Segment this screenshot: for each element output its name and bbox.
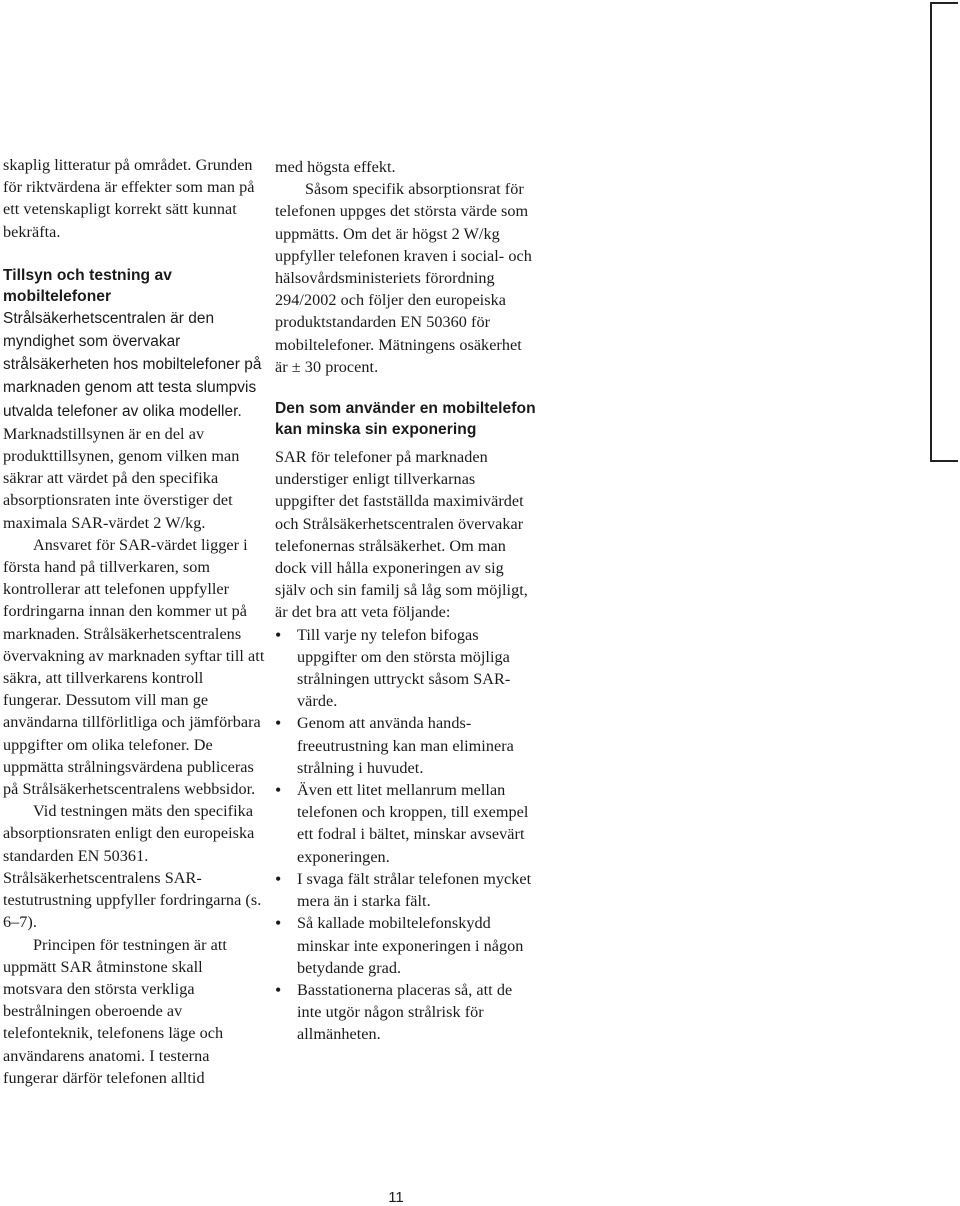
advice-list xyxy=(275,624,537,1046)
paragraph-ansvaret: Ansvaret för SAR-värdet ligger i första hand på tillverkaren, som kontrollerar att telefonen uppfyller fordringarna innan den kommer ut på marknaden. Strålsäkerhetscentralens övervakning av marknaden syftar till att säkra, att tillverkarens kontroll fungerar. Dessutom vill man ge användarna tillförlitliga och jämförbara uppgifter om olika telefoner. De uppmätta strålningsvärdena publiceras på Strålsäkerhetscentralens webbsidor. xyxy=(3,535,265,799)
right-column xyxy=(275,156,537,1046)
margin-bracket xyxy=(930,2,958,462)
paragraph-tillsyn-1-sans: Strålsäkerhetscentralen är den myndighet som övervakar strålsäkerheten hos mobiltelefoner på marknaden genom att testa slumpvis utvalda telefoner av olika modeller. xyxy=(3,309,262,420)
left-column xyxy=(3,154,265,1089)
list-item: • Till varje ny telefon bifogas uppgifter om den största möjliga strålningen uttryckt såsom SAR-värde. xyxy=(275,624,537,713)
paragraph-exponering: SAR för telefoner på marknaden understiger enligt tillverkarnas uppgifter det fastställda maximivärdet och Strålsäkerhetscentralen övervakar telefonernas strålsäkerhet. Om man dock vill hålla exponeringen av sig själv och sin familj så låg som möjligt, är det bra att veta följande: xyxy=(275,448,528,622)
list-item: • Även ett litet mellanrum mellan telefonen och kroppen, till exempel ett fodral i bältet, minskar avsevärt exponeringen. xyxy=(275,779,537,868)
intro-paragraph: skaplig litteratur på området. Grunden för riktvärdena är effekter som man på ett vetenskapligt korrekt sätt kunnat bekräfta. xyxy=(3,156,255,241)
list-item: • Basstationerna placeras så, att de inte utgör någon strålrisk för allmänheten. xyxy=(275,979,537,1046)
paragraph-tillsyn-1 xyxy=(3,307,265,534)
section-heading-tillsyn: Tillsyn och testning av mobiltelefoner xyxy=(3,266,172,305)
continued-text: med högsta effekt. xyxy=(275,158,396,176)
section-heading-exponering: Den som använder en mobiltelefon kan minska sin exponering xyxy=(275,400,536,439)
list-item: • I svaga fält strålar telefonen mycket mera än i starka fält. xyxy=(275,868,537,912)
paragraph-sar-value: Såsom specifik absorptionsrat för telefonen uppges det största värde som uppmätts. Om det är högst 2 W/kg uppfyller telefonen kraven i social- och hälsovårdsministeriets förordning 294/2002 och följer den europeiska produktstandarden EN 50360 för mobiltelefoner. Mätningens osäkerhet är ± 30 procent. xyxy=(275,180,532,376)
paragraph-tillsyn-1-serif: Marknadstillsynen är en del av produkttillsynen, genom vilken man säkrar att värdet på den specifika absorptionsraten inte överstiger det maximala SAR-värdet 2 W/kg. xyxy=(3,424,240,532)
page-number: 11 xyxy=(388,1189,404,1206)
paragraph-principen: Principen för testningen är att uppmätt SAR åtminstone skall motsvara den största verkliga bestrålningen oberoende av telefonteknik, telefonens läge och användarens anatomi. I testerna fungerar därför telefonen alltid xyxy=(3,935,227,1087)
list-item: • Genom att använda hands-freeutrustning kan man eliminera strålning i huvudet. xyxy=(275,712,537,779)
list-item: • Så kallade mobiltelefonskydd minskar inte exponeringen i någon betydande grad. xyxy=(275,912,537,979)
paragraph-testningen: Vid testningen mäts den specifika absorptionsraten enligt den europeiska standarden EN 50361. Strålsäkerhetscentralens SAR-testutrustning uppfyller fordringarna (s. 6–7). xyxy=(3,802,262,932)
